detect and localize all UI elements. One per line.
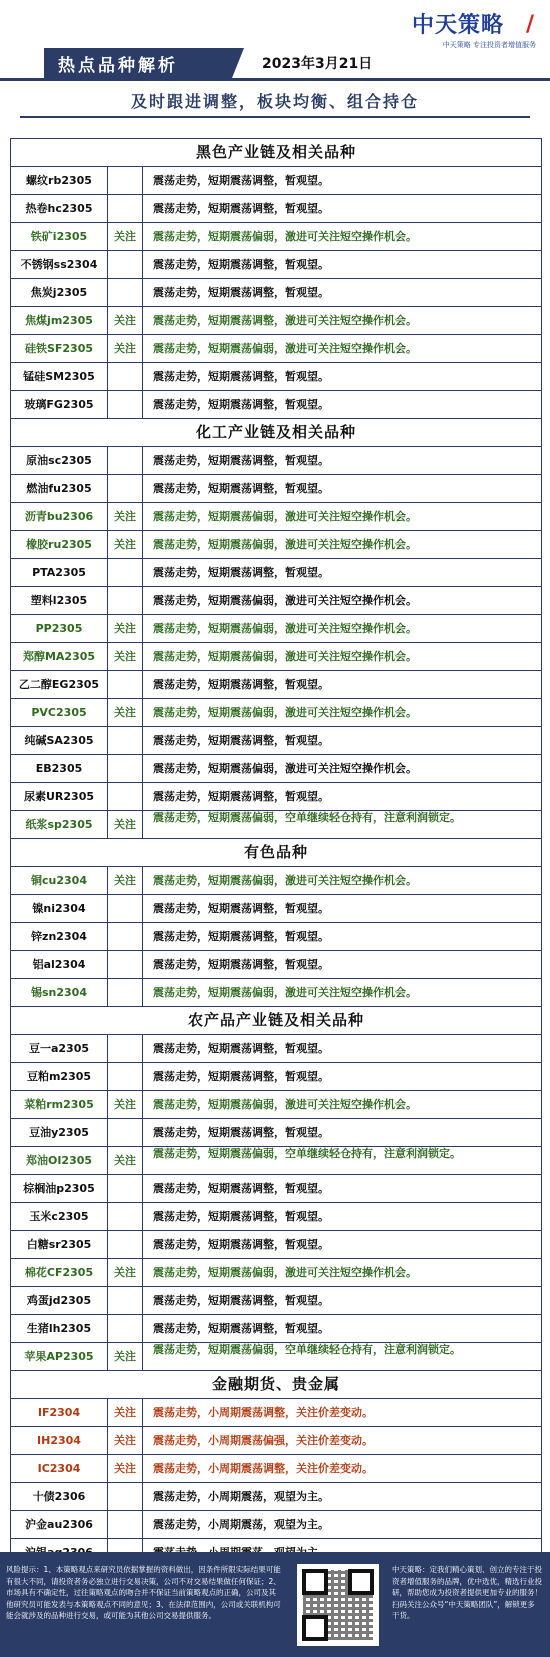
analysis-text: 震荡走势，短期震荡调整，激进可关注短空操作机会。 bbox=[153, 314, 417, 327]
contract-name: 菜粕rm2305 bbox=[11, 1091, 108, 1118]
analysis-text: 震荡走势，短期震荡偏弱，空单继续轻仓持有，注意利润锁定。 bbox=[153, 811, 461, 824]
watch-flag: 关注 bbox=[108, 1455, 143, 1482]
contract-name: IF2304 bbox=[11, 1399, 108, 1426]
table-row bbox=[11, 167, 541, 195]
table-row bbox=[11, 531, 541, 559]
table-row bbox=[11, 363, 541, 391]
watch-flag: 关注 bbox=[108, 335, 143, 362]
watch-flag bbox=[108, 1203, 143, 1230]
table-row bbox=[11, 559, 541, 587]
analysis-text: 震荡走势，小周期震荡调整，关注价差变动。 bbox=[153, 1462, 373, 1475]
watch-flag: 关注 bbox=[108, 307, 143, 334]
contract-name: 焦炭j2305 bbox=[11, 279, 108, 306]
contract-name: 豆粕m2305 bbox=[11, 1063, 108, 1090]
subtitle-divider bbox=[20, 116, 530, 118]
contract-name: 橡胶ru2305 bbox=[11, 531, 108, 558]
table-row bbox=[11, 951, 541, 979]
watch-flag bbox=[108, 167, 143, 194]
analysis-text: 震荡走势，短期震荡调整，暂观望。 bbox=[153, 1042, 329, 1055]
watch-flag bbox=[108, 1511, 143, 1538]
analysis-text: 震荡走势，短期震荡调整，暂观望。 bbox=[153, 734, 329, 747]
watch-flag bbox=[108, 195, 143, 222]
contract-name: 尿素UR2305 bbox=[11, 783, 108, 810]
contract-name: 生猪lh2305 bbox=[11, 1315, 108, 1342]
analysis-text: 震荡走势，短期震荡调整，暂观望。 bbox=[153, 482, 329, 495]
contract-name: PP2305 bbox=[11, 615, 108, 642]
contract-name: 纸浆sp2305 bbox=[11, 811, 108, 838]
watch-flag bbox=[108, 447, 143, 474]
table-row bbox=[11, 1091, 541, 1119]
watch-flag bbox=[108, 475, 143, 502]
contract-name: 棉花CF2305 bbox=[11, 1259, 108, 1286]
table-row bbox=[11, 307, 541, 335]
watch-flag bbox=[108, 1315, 143, 1342]
contract-name: 锰硅SM2305 bbox=[11, 363, 108, 390]
analysis-text: 震荡走势，短期震荡偏弱，激进可关注短空操作机会。 bbox=[153, 706, 417, 719]
logo-text: 中天策略 bbox=[411, 12, 504, 38]
analysis-text: 震荡走势，小周期震荡，观望为主。 bbox=[153, 1518, 329, 1531]
watch-flag bbox=[108, 671, 143, 698]
watch-flag bbox=[108, 559, 143, 586]
contract-name: 豆一a2305 bbox=[11, 1035, 108, 1062]
analysis-text: 震荡走势，短期震荡调整，暂观望。 bbox=[153, 930, 329, 943]
title-bar bbox=[0, 48, 550, 78]
watch-flag bbox=[108, 1287, 143, 1314]
contract-name: 白糖sr2305 bbox=[11, 1231, 108, 1258]
table-row bbox=[11, 447, 541, 475]
table-row bbox=[11, 1511, 541, 1539]
contract-name: 焦煤jm2305 bbox=[11, 307, 108, 334]
table-row bbox=[11, 979, 541, 1007]
analysis-text: 震荡走势，短期震荡偏弱，激进可关注短空操作机会。 bbox=[153, 538, 417, 551]
watch-flag bbox=[108, 391, 143, 418]
analysis-text: 震荡走势，短期震荡偏弱，激进可关注短空操作机会。 bbox=[153, 342, 417, 355]
table-row bbox=[11, 1119, 541, 1147]
watch-flag: 关注 bbox=[108, 699, 143, 726]
watch-flag: 关注 bbox=[108, 811, 143, 838]
contract-name: 锌zn2304 bbox=[11, 923, 108, 950]
watch-flag bbox=[108, 279, 143, 306]
logo-slash-icon: / bbox=[525, 12, 534, 37]
qr-code-icon[interactable] bbox=[297, 1564, 379, 1646]
table-row bbox=[11, 1399, 541, 1427]
watch-flag bbox=[108, 1119, 143, 1146]
section-header: 有色品种 bbox=[11, 839, 541, 867]
table-row bbox=[11, 867, 541, 895]
table-row bbox=[11, 1231, 541, 1259]
table-row bbox=[11, 895, 541, 923]
table-row bbox=[11, 923, 541, 951]
contract-name: 热卷hc2305 bbox=[11, 195, 108, 222]
logo-subtitle: 中天策略 专注投资者增值服务 bbox=[442, 41, 536, 49]
section-header: 农产品产业链及相关品种 bbox=[11, 1007, 541, 1035]
contract-name: 不锈钢ss2304 bbox=[11, 251, 108, 278]
contract-name: 郑醇MA2305 bbox=[11, 643, 108, 670]
table-row bbox=[11, 335, 541, 363]
brand-description: 中天策略：定我们精心策划、创立的专注于投资者增值服务的品牌，优中选优，精选行业投研，帮助您成为投资者提供更加专业的服务！扫码关注公众号“中天策略团队”，解锁更多干货。 bbox=[392, 1565, 542, 1620]
analysis-text: 震荡走势，短期震荡偏弱，激进可关注短空操作机会。 bbox=[153, 874, 417, 887]
watch-flag bbox=[108, 251, 143, 278]
report-date: 2023年3月21日 bbox=[262, 56, 373, 72]
table-row bbox=[11, 783, 541, 811]
table-row bbox=[11, 1259, 541, 1287]
watch-flag: 关注 bbox=[108, 1343, 143, 1370]
table-row bbox=[11, 1315, 541, 1343]
watch-flag bbox=[108, 783, 143, 810]
contract-name: 原油sc2305 bbox=[11, 447, 108, 474]
analysis-text: 震荡走势，短期震荡偏弱，激进可关注短空操作机会。 bbox=[153, 986, 417, 999]
watch-flag bbox=[108, 923, 143, 950]
analysis-text: 震荡走势，短期震荡偏弱，激进可关注短空操作机会。 bbox=[153, 650, 417, 663]
contract-name: 郑油OI2305 bbox=[11, 1147, 108, 1174]
analysis-text: 震荡走势，短期震荡调整，暂观望。 bbox=[153, 370, 329, 383]
table-row bbox=[11, 1287, 541, 1315]
section-header: 化工产业链及相关品种 bbox=[11, 419, 541, 447]
analysis-text: 震荡走势，短期震荡调整，暂观望。 bbox=[153, 1182, 329, 1195]
analysis-text: 震荡走势，短期震荡偏弱，空单继续轻仓持有，注意利润锁定。 bbox=[153, 1343, 461, 1356]
contract-name: 铜cu2304 bbox=[11, 867, 108, 894]
table-row bbox=[11, 1427, 541, 1455]
watch-flag bbox=[108, 727, 143, 754]
analysis-text: 震荡走势，短期震荡调整，暂观望。 bbox=[153, 454, 329, 467]
table-row bbox=[11, 1203, 541, 1231]
table-row bbox=[11, 1343, 541, 1371]
contract-name: PTA2305 bbox=[11, 559, 108, 586]
analysis-text: 震荡走势，短期震荡调整，暂观望。 bbox=[153, 174, 329, 187]
watch-flag: 关注 bbox=[108, 1091, 143, 1118]
brand-logo bbox=[392, 6, 542, 50]
table-row bbox=[11, 279, 541, 307]
analysis-text: 震荡走势，小周期震荡调整，关注价差变动。 bbox=[153, 1406, 373, 1419]
table-row bbox=[11, 1483, 541, 1511]
analysis-text: 震荡走势，短期震荡调整，暂观望。 bbox=[153, 258, 329, 271]
contract-name: 玻璃FG2305 bbox=[11, 391, 108, 418]
watch-flag: 关注 bbox=[108, 531, 143, 558]
contract-name: 硅铁SF2305 bbox=[11, 335, 108, 362]
contract-name: 沥青bu2306 bbox=[11, 503, 108, 530]
watch-flag bbox=[108, 1483, 143, 1510]
watch-flag bbox=[108, 1231, 143, 1258]
analysis-text: 震荡走势，短期震荡偏弱，激进可关注短空操作机会。 bbox=[153, 594, 417, 607]
analysis-text: 震荡走势，短期震荡调整，暂观望。 bbox=[153, 958, 329, 971]
table-row bbox=[11, 811, 541, 839]
watch-flag bbox=[108, 587, 143, 614]
watch-flag: 关注 bbox=[108, 1259, 143, 1286]
contract-name: PVC2305 bbox=[11, 699, 108, 726]
table-row bbox=[11, 643, 541, 671]
watch-flag: 关注 bbox=[108, 615, 143, 642]
watch-flag bbox=[108, 363, 143, 390]
contract-name: 铝al2304 bbox=[11, 951, 108, 978]
section-header: 金融期货、贵金属 bbox=[11, 1371, 541, 1399]
table-row bbox=[11, 1455, 541, 1483]
analysis-text: 震荡走势，短期震荡调整，暂观望。 bbox=[153, 566, 329, 579]
analysis-text: 震荡走势，短期震荡偏弱，激进可关注短空操作机会。 bbox=[153, 762, 417, 775]
analysis-text: 震荡走势，短期震荡偏弱，激进可关注短空操作机会。 bbox=[153, 622, 417, 635]
contract-name: 镍ni2304 bbox=[11, 895, 108, 922]
report-header bbox=[0, 0, 550, 122]
analysis-text: 震荡走势，短期震荡调整，暂观望。 bbox=[153, 202, 329, 215]
table-row bbox=[11, 699, 541, 727]
watch-flag bbox=[108, 755, 143, 782]
table-row bbox=[11, 1175, 541, 1203]
table-row bbox=[11, 727, 541, 755]
analysis-text: 震荡走势，短期震荡偏弱，空单继续轻仓持有，注意利润锁定。 bbox=[153, 1147, 461, 1160]
watch-flag bbox=[108, 951, 143, 978]
title-divider bbox=[0, 78, 550, 81]
table-row bbox=[11, 1147, 541, 1175]
contract-name: 鸡蛋jd2305 bbox=[11, 1287, 108, 1314]
risk-disclaimer: 风险提示：1、本策略观点来研究员依据掌握的资料做出，因条件所限实际结果可能有很大不同，请投资者务必独立进行交易决策，公司不对交易结果做任何保证；2、市场具有不确定性，过往策略观点的吻合并不保证当前策略观点的正确，公司及其他研究员可能发表与本策略观点不同的意见；3、在法律范围内，公司或关联机构可能会就涉及的品种进行交易，或可能为其他公司交易提供服务。 bbox=[6, 1565, 281, 1620]
analysis-text: 震荡走势，短期震荡调整，暂观望。 bbox=[153, 1070, 329, 1083]
watch-flag: 关注 bbox=[108, 1399, 143, 1426]
watch-flag bbox=[108, 1175, 143, 1202]
analysis-text: 震荡走势，短期震荡调整，暂观望。 bbox=[153, 1210, 329, 1223]
analysis-text: 震荡走势，短期震荡偏弱，激进可关注短空操作机会。 bbox=[153, 1098, 417, 1111]
contract-name: 锡sn2304 bbox=[11, 979, 108, 1006]
analysis-text: 震荡走势，短期震荡调整，暂观望。 bbox=[153, 678, 329, 691]
contract-name: 豆油y2305 bbox=[11, 1119, 108, 1146]
table-row bbox=[11, 1063, 541, 1091]
contract-name: 沪金au2306 bbox=[11, 1511, 108, 1538]
analysis-text: 震荡走势，短期震荡调整，暂观望。 bbox=[153, 1126, 329, 1139]
contract-name: 乙二醇EG2305 bbox=[11, 671, 108, 698]
contract-name: 棕榈油p2305 bbox=[11, 1175, 108, 1202]
contract-name: 燃油fu2305 bbox=[11, 475, 108, 502]
watch-flag bbox=[108, 1063, 143, 1090]
table-row bbox=[11, 475, 541, 503]
analysis-text: 震荡走势，短期震荡调整，暂观望。 bbox=[153, 1294, 329, 1307]
contract-name: IH2304 bbox=[11, 1427, 108, 1454]
table-row bbox=[11, 671, 541, 699]
watch-flag: 关注 bbox=[108, 1427, 143, 1454]
watch-flag: 关注 bbox=[108, 643, 143, 670]
contract-name: 纯碱SA2305 bbox=[11, 727, 108, 754]
report-title: 热点品种解析 bbox=[58, 56, 178, 76]
analysis-text: 震荡走势，短期震荡调整，暂观望。 bbox=[153, 286, 329, 299]
watch-flag bbox=[108, 1035, 143, 1062]
analysis-text: 震荡走势，短期震荡偏弱，激进可关注短空操作机会。 bbox=[153, 230, 417, 243]
analysis-text: 震荡走势，短期震荡调整，暂观望。 bbox=[153, 398, 329, 411]
report-footer bbox=[0, 1552, 550, 1657]
table-row bbox=[11, 587, 541, 615]
table-row bbox=[11, 503, 541, 531]
section-header: 黑色产业链及相关品种 bbox=[11, 139, 541, 167]
watch-flag: 关注 bbox=[108, 867, 143, 894]
table-row bbox=[11, 615, 541, 643]
contract-name: 玉米c2305 bbox=[11, 1203, 108, 1230]
analysis-text: 震荡走势，小周期震荡，观望为主。 bbox=[153, 1490, 329, 1503]
table-row bbox=[11, 1035, 541, 1063]
contract-name: 塑料l2305 bbox=[11, 587, 108, 614]
analysis-text: 震荡走势，短期震荡调整，暂观望。 bbox=[153, 902, 329, 915]
contract-name: 十债2306 bbox=[11, 1483, 108, 1510]
analysis-text: 震荡走势，小周期震荡偏强，关注价差变动。 bbox=[153, 1434, 373, 1447]
watch-flag: 关注 bbox=[108, 223, 143, 250]
table-row bbox=[11, 223, 541, 251]
contract-name: 铁矿i2305 bbox=[11, 223, 108, 250]
report-subtitle: 及时跟进调整，板块均衡、组合持仓 bbox=[130, 92, 419, 111]
analysis-text: 震荡走势，短期震荡偏弱，激进可关注短空操作机会。 bbox=[153, 510, 417, 523]
contract-name: 螺纹rb2305 bbox=[11, 167, 108, 194]
analysis-table bbox=[10, 138, 542, 1567]
table-row bbox=[11, 195, 541, 223]
analysis-text: 震荡走势，短期震荡调整，暂观望。 bbox=[153, 790, 329, 803]
table-row bbox=[11, 391, 541, 419]
table-row bbox=[11, 251, 541, 279]
analysis-text: 震荡走势，短期震荡调整，暂观望。 bbox=[153, 1238, 329, 1251]
watch-flag bbox=[108, 979, 143, 1006]
contract-name: IC2304 bbox=[11, 1455, 108, 1482]
analysis-text: 震荡走势，短期震荡调整，暂观望。 bbox=[153, 1322, 329, 1335]
watch-flag bbox=[108, 895, 143, 922]
contract-name: 苹果AP2305 bbox=[11, 1343, 108, 1370]
analysis-text: 震荡走势，短期震荡偏弱，激进可关注短空操作机会。 bbox=[153, 1266, 417, 1279]
contract-name: EB2305 bbox=[11, 755, 108, 782]
table-row bbox=[11, 755, 541, 783]
watch-flag: 关注 bbox=[108, 503, 143, 530]
watch-flag: 关注 bbox=[108, 1147, 143, 1174]
